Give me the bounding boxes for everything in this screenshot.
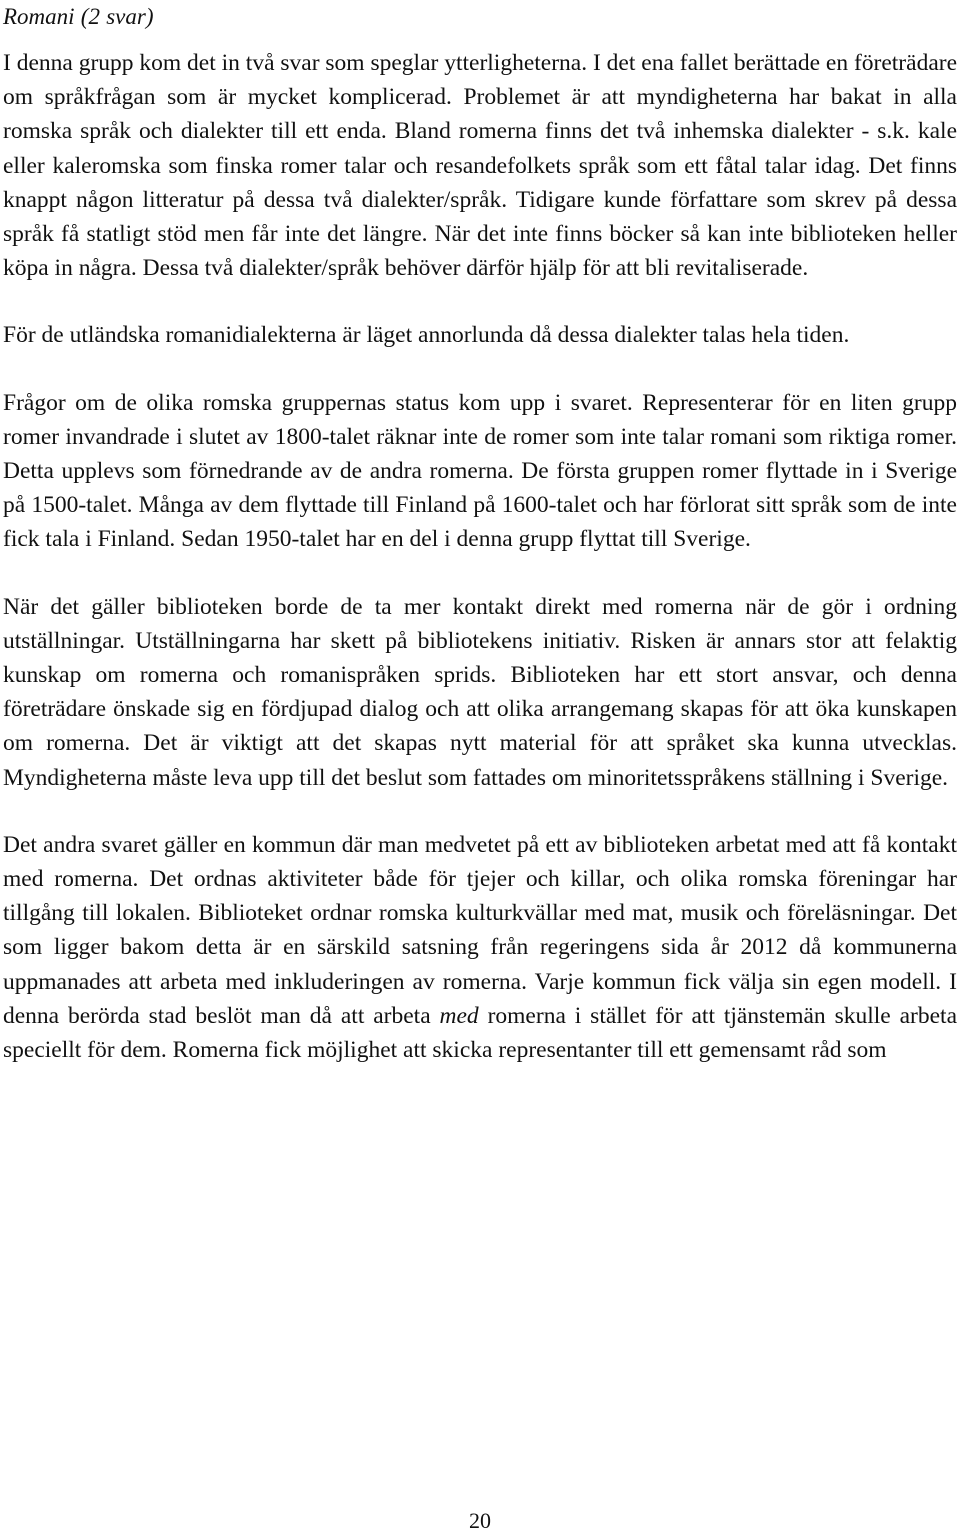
page-number: 20 <box>469 1508 491 1533</box>
paragraph-3: Frågor om de olika romska gruppernas status kom upp i svaret. Representerar för en liten grupp romer invandrade i slutet av 1800-talet räknar inte de romer som inte talar romani som riktiga romer. Detta upplevs som förnedrande av de andra romerna. De första gruppen romer flyttade in i Sverige på 1500-talet. Många av dem flyttade till Finland på 1600-talet och har förlorat sitt språk som de inte fick tala i Finland. Sedan 1950-talet har en del i denna grupp flyttat till Sverige. <box>3 389 957 553</box>
paragraph-5 <box>3 828 957 1067</box>
paragraph-5-italic-word: med <box>439 1002 479 1029</box>
paragraph-2: För de utländska romanidialekterna är läget annorlunda då dessa dialekter talas hela tiden. <box>3 322 850 349</box>
document-page <box>3 0 957 1067</box>
paragraph-1: I denna grupp kom det in två svar som speglar ytterligheterna. I det ena fallet berättade en företrädare om språkfrågan som är mycket komplicerad. Problemet är att myndigheterna har bakat in alla romska språk och dialekter till ett enda. Bland romerna finns det två inhemska dialekter - s.k. kale eller kaleromska som finska romer talar och resandefolkets språk som ett fåtal talar idag. Det finns knappt någon litteratur på dessa två dialekter/språk. Tidigare kunde författare som skrev på dessa språk få statligt stöd men får inte det längre. När det inte finns böcker så kan inte biblioteken heller köpa in några. Dessa två dialekter/språk behöver därför hjälp för att bli revitaliserade. <box>3 50 957 282</box>
paragraph-5-text-a: Det andra svaret gäller en kommun där man medvetet på ett av biblioteken arbetat med att få kontakt med romerna. Det ordnas aktiviteter både för tjejer och killar, och olika romska föreningar har tillgång till lokalen. Biblioteket ordnar romska kulturkvällar med mat, musik och föreläsningar. Det som ligger bakom detta är en särskild satsning från regeringens sida år 2012 då kommunerna uppmanades att arbeta med inkluderingen av romerna. Varje kommun fick välja sin egen modell. I denna berörda stad beslöt man då att arbeta <box>3 831 957 1029</box>
section-heading: Romani (2 svar) <box>3 4 154 29</box>
paragraph-4: När det gäller biblioteken borde de ta mer kontakt direkt med romerna när de gör i ordning utställningar. Utställningarna har skett på bibliotekens initiativ. Risken är annars stor att felaktig kunskap om romerna och romanispråken sprids. Biblioteken har ett stort ansvar, och denna företrädare önskade sig en fördjupad dialog och att olika arrangemang skapas för att öka kunskapen om romerna. Det är viktigt att det skapas nytt material för att språket ska kunna utvecklas. Myndigheterna måste leva upp till det beslut som fattades om minoritetsspråkens ställning i Sverige. <box>3 593 957 791</box>
paragraph-5-text-b: romerna i stället för att tjänstemän skulle arbeta speciellt för dem. Romerna fick möjlighet att skicka representanter till ett gemensamt råd som <box>3 1002 957 1064</box>
